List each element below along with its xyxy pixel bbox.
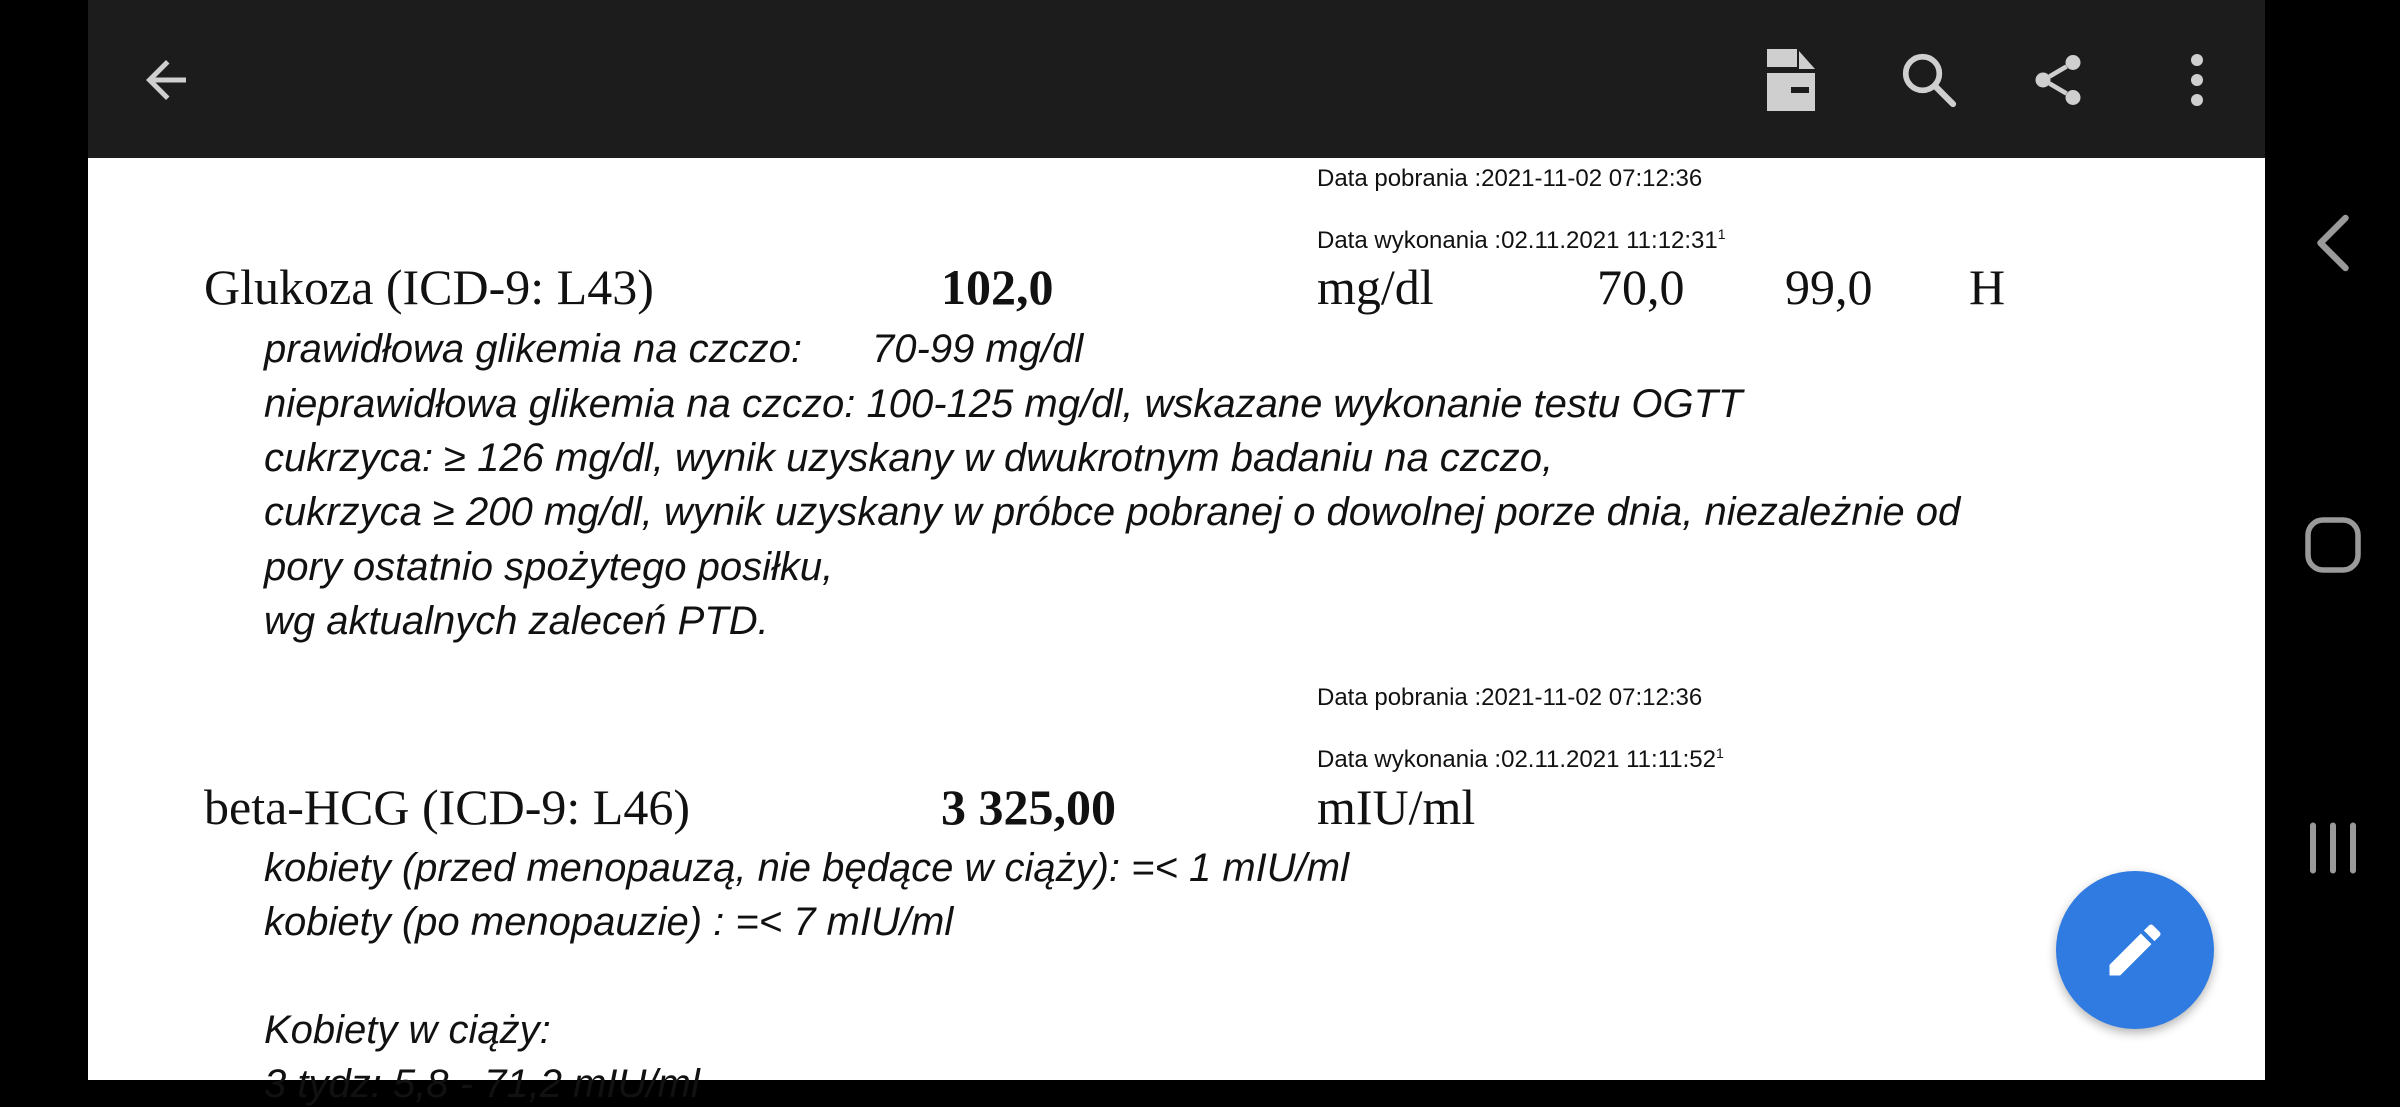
document-page [88,158,2265,1106]
back-button[interactable] [116,30,216,130]
more-options-button[interactable] [2147,30,2247,130]
edit-fab-button[interactable] [2056,871,2214,1029]
note-line: kobiety (przed menopauzą, nie będące w ciąży): =< 1 mIU/ml [264,846,1349,890]
arrow-left-icon [136,50,196,110]
reference-high: 99,0 [1785,259,1873,315]
performed-date: Data wykonania :02.11.2021 $11:12:31^1$ [1317,226,1726,254]
search-icon [1898,49,1960,111]
more-vert-icon [2177,50,2217,110]
system-recents-button[interactable] [2275,790,2390,905]
test-value: 3 325,00 [941,779,1116,835]
abnormal-flag: H [1969,259,2006,315]
system-back-button[interactable] [2275,185,2390,300]
pencil-icon [2101,916,2169,984]
note-line: nieprawidłowa glikemia na czczo: 100-125 mg/dl, wskazane wykonanie testu OGTT [264,382,1743,426]
note-line: Kobiety w ciąży: [264,1008,551,1052]
share-icon [2028,50,2088,110]
test-name: beta-HCG (ICD-9: L46) [204,779,690,835]
top-toolbar [88,0,2265,158]
note-line: cukrzyca: ≥ 126 mg/dl, wynik uzyskany w dwukrotnym badaniu na czczo, [264,436,1554,480]
test-name: Glukoza (ICD-9: L43) [204,259,654,315]
note-line: prawidłowa glikemia na czczo: 70-99 mg/dl [264,327,1084,371]
test-unit: mg/dl [1317,259,1434,315]
search-button[interactable] [1879,30,1979,130]
reference-low: 70,0 [1597,259,1685,315]
performed-date: Data wykonania :02.11.2021 $11:11:52^1$ [1317,745,1724,773]
reading-mode-button[interactable] [1741,30,1841,130]
collection-date: Data pobrania :2021-11-02 07:12:36 [1317,684,1703,711]
note-line: wg aktualnych zaleceń PTD. [264,599,769,643]
test-value: 102,0 [941,259,1054,315]
home-icon [2303,515,2363,575]
note-line: 3 tydz: 5,8 - 71,2 mIU/ml [264,1062,700,1106]
system-navigation-bar [2265,0,2400,1080]
test-unit: mIU/ml [1317,779,1476,835]
reading-mode-icon [1763,47,1819,113]
share-button[interactable] [2008,30,2108,130]
recents-icon [2303,818,2363,878]
note-line: pory ostatnio spożytego posiłku, [264,545,834,589]
chevron-left-icon [2308,213,2358,273]
pdf-viewer-app [88,0,2265,1106]
note-line: cukrzyca ≥ 200 mg/dl, wynik uzyskany w próbce pobranej o dowolnej porze dnia, niezależnie od [264,490,1961,534]
system-home-button[interactable] [2275,487,2390,602]
note-line: kobiety (po menopauzie) : =< 7 mIU/ml [264,900,954,944]
collection-date: Data pobrania :2021-11-02 07:12:36 [1317,165,1703,192]
